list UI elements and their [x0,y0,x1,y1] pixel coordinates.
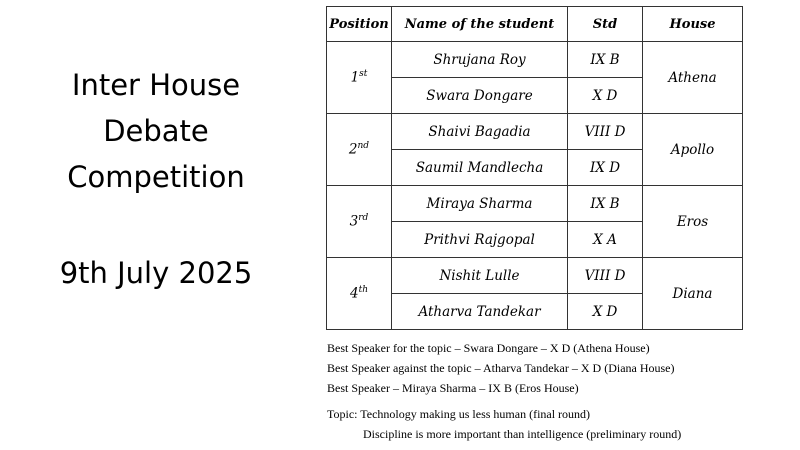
table-row [327,42,743,78]
best-speaker-for: Best Speaker for the topic – Swara Dongare – X D (Athena House) [327,341,650,355]
house-cell: Athena [643,42,743,114]
best-speaker-against: Best Speaker against the topic – Atharva Tandekar – X D (Diana House) [327,361,675,375]
student-name: Saumil Mandlecha [392,150,568,186]
student-std: X A [568,222,643,258]
student-std: IX B [568,42,643,78]
event-title [0,62,312,200]
student-std: X D [568,78,643,114]
position-cell: 1st [327,42,392,114]
student-std: VIII D [568,258,643,294]
student-name: Atharva Tandekar [392,294,568,330]
position-cell: 3rd [327,186,392,258]
student-std: VIII D [568,114,643,150]
event-date: 9th July 2025 [59,256,253,290]
student-std: IX D [568,150,643,186]
table-row [327,186,743,222]
student-name: Shrujana Roy [392,42,568,78]
header-name: Name of the student [392,7,568,42]
awards-notes [327,338,681,444]
position-cell: 4th [327,258,392,330]
table-row [327,258,743,294]
event-title-line-2: Debate [103,114,209,148]
header-std: Std [568,7,643,42]
best-speaker: Best Speaker – Miraya Sharma – IX B (Eros House) [327,381,579,395]
student-name: Prithvi Rajgopal [392,222,568,258]
topic-final: Topic: Technology making us less human (final round) [327,407,591,421]
table-header-row [327,7,743,42]
topic-preliminary: Discipline is more important than intelligence (preliminary round) [363,427,682,441]
event-title-line-3: Competition [67,160,245,194]
house-cell: Eros [643,186,743,258]
header-house: House [643,7,743,42]
house-cell: Diana [643,258,743,330]
student-name: Shaivi Bagadia [392,114,568,150]
event-title-line-1: Inter House [71,68,241,102]
table-row [327,114,743,150]
student-std: IX B [568,186,643,222]
student-std: X D [568,294,643,330]
results-table [326,6,743,330]
student-name: Miraya Sharma [392,186,568,222]
house-cell: Apollo [643,114,743,186]
header-position: Position [327,7,392,42]
position-cell: 2nd [327,114,392,186]
student-name: Swara Dongare [392,78,568,114]
student-name: Nishit Lulle [392,258,568,294]
